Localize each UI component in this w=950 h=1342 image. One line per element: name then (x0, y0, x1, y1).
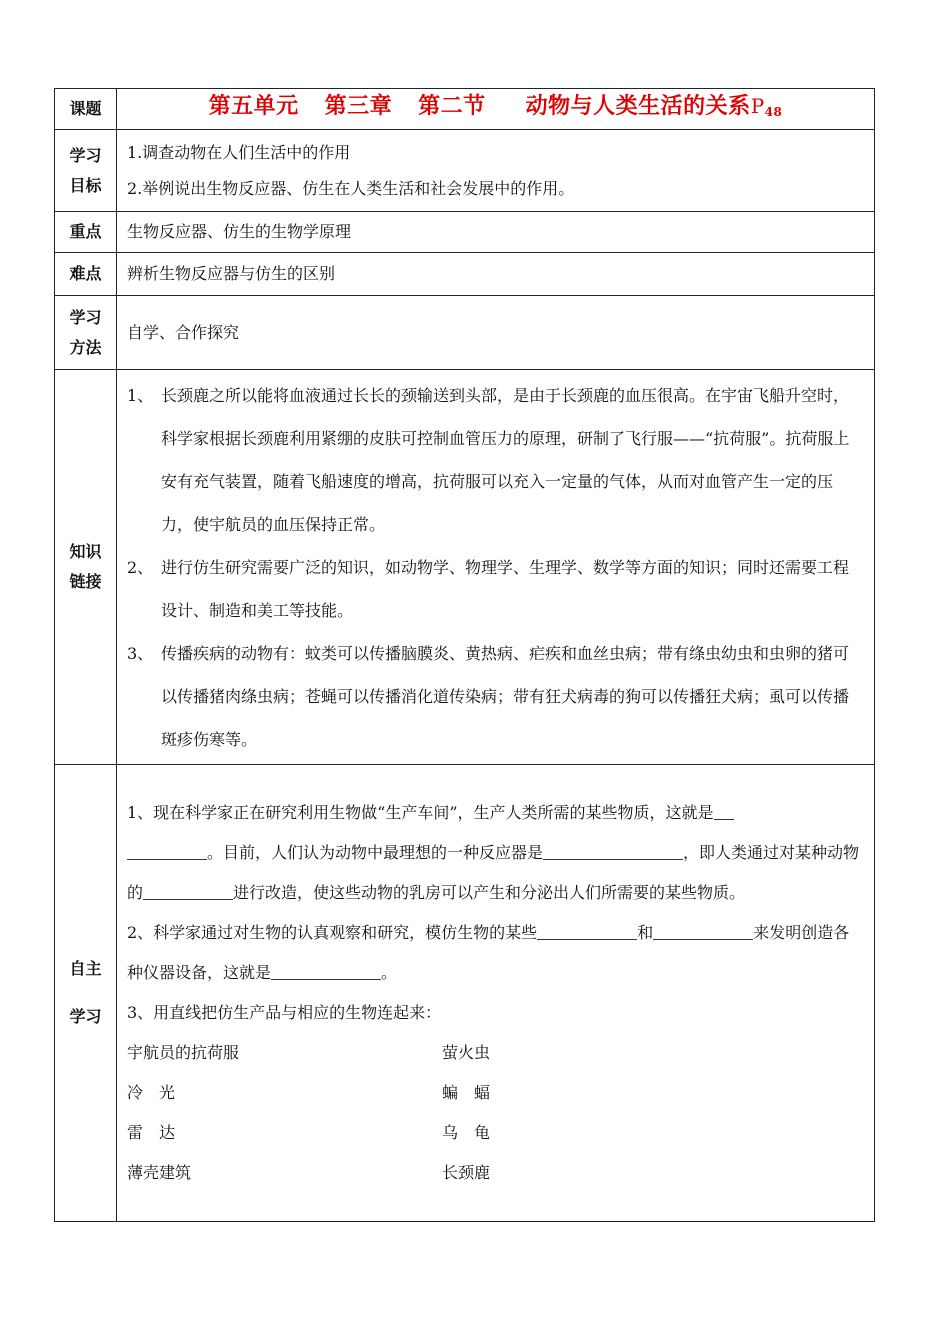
knowledge-row (55, 370, 875, 765)
method-label: 学习 方法 (55, 296, 117, 370)
product-item[interactable]: 宇航员的抗荷服 (127, 1043, 240, 1062)
topic-row (55, 89, 875, 130)
title-page-letter: P (750, 94, 765, 118)
organism-item[interactable]: 乌 龟 (442, 1123, 491, 1142)
self-study-row (55, 765, 875, 1222)
objectives-row (55, 130, 875, 212)
title-topic: 动物与人类生活的关系 (525, 93, 751, 119)
key-point-text: 生物反应器、仿生的生物学原理 (117, 212, 875, 253)
difficulty-label: 难点 (55, 253, 117, 296)
organism-item[interactable]: 萤火虫 (442, 1043, 491, 1062)
topic-label: 课题 (55, 89, 117, 130)
answer-blank[interactable] (127, 839, 207, 860)
organism-item[interactable]: 蝙 蝠 (442, 1083, 491, 1102)
title-page-number: 48 (764, 105, 783, 119)
product-item[interactable]: 冷 光 (127, 1083, 176, 1102)
answer-blank[interactable] (271, 959, 381, 980)
product-item[interactable]: 雷 达 (127, 1123, 176, 1142)
knowledge-content (117, 370, 875, 765)
key-point-label: 重点 (55, 212, 117, 253)
title-unit: 第五单元 (208, 93, 299, 119)
objective-2: 2.举例说出生物反应器、仿生在人类生活和社会发展中的作用。 (127, 178, 575, 198)
answer-blank[interactable] (143, 879, 233, 900)
answer-blank[interactable] (653, 919, 753, 940)
method-row (55, 296, 875, 370)
knowledge-item: 2、 进行仿生研究需要广泛的知识，如动物学、物理学、生理学、数学等方面的知识；同时还需要工程设计、制造和美工等技能。 (127, 557, 850, 620)
title-section: 第二节 (418, 93, 486, 119)
matching-pairs (127, 1033, 864, 1193)
knowledge-item: 1、 长颈鹿之所以能将血液通过长长的颈输送到头部，是由于长颈鹿的血压很高。在宇宙飞船升空时，科学家根据长颈鹿利用紧绷的皮肤可控制血管压力的原理，研制了飞行服——“抗荷服”。抗荷服上安有充气装置，随着飞船速度的增高，抗荷服可以充入一定量的气体，从而对血管产生一定的压力，使宇航员的血压保持正常。 (127, 385, 850, 534)
knowledge-label: 知识 链接 (55, 370, 117, 765)
title-chapter: 第三章 (324, 93, 393, 119)
method-text: 自学、合作探究 (117, 296, 875, 370)
lesson-plan-table (54, 88, 875, 1222)
answer-blank[interactable] (543, 839, 683, 860)
answer-blank[interactable] (714, 799, 734, 820)
difficulty-text: 辨析生物反应器与仿生的区别 (117, 253, 875, 296)
key-point-row (55, 212, 875, 253)
organism-item[interactable]: 长颈鹿 (442, 1163, 491, 1182)
question-1: 1、现在科学家正在研究利用生物做“生产车间”，生产人类所需的某些物质，这就是 。目前，人们认为动物中最理想的一种反应器是 ，即人类通过对某种动物的 进行改造，使这些动物的乳房可以产生和分泌出人们所需要的某些物质。 (127, 793, 864, 913)
product-item[interactable]: 薄壳建筑 (127, 1163, 192, 1182)
lesson-title (117, 89, 875, 130)
answer-blank[interactable] (537, 919, 637, 940)
knowledge-item: 3、 传播疾病的动物有：蚊类可以传播脑膜炎、黄热病、疟疾和血丝虫病；带有绦虫幼虫和虫卵的猪可以传播猪肉绦虫病；苍蝇可以传播消化道传染病；带有狂犬病毒的狗可以传播狂犬病；虱可以传播斑疹伤寒等。 (127, 643, 850, 749)
difficulty-row (55, 253, 875, 296)
self-study-label: 自主 学习 (55, 765, 117, 1222)
objective-1: 1.调查动物在人们生活中的作用 (127, 142, 351, 162)
question-3: 3、用直线把仿生产品与相应的生物连起来： (127, 1003, 442, 1022)
objectives-label: 学习 目标 (55, 130, 117, 212)
self-study-content (117, 765, 875, 1222)
question-2: 2、科学家通过对生物的认真观察和研究，模仿生物的某些 和 来发明创造各种仪器设备，这就是 。 (127, 913, 864, 993)
objectives-content (117, 130, 875, 212)
